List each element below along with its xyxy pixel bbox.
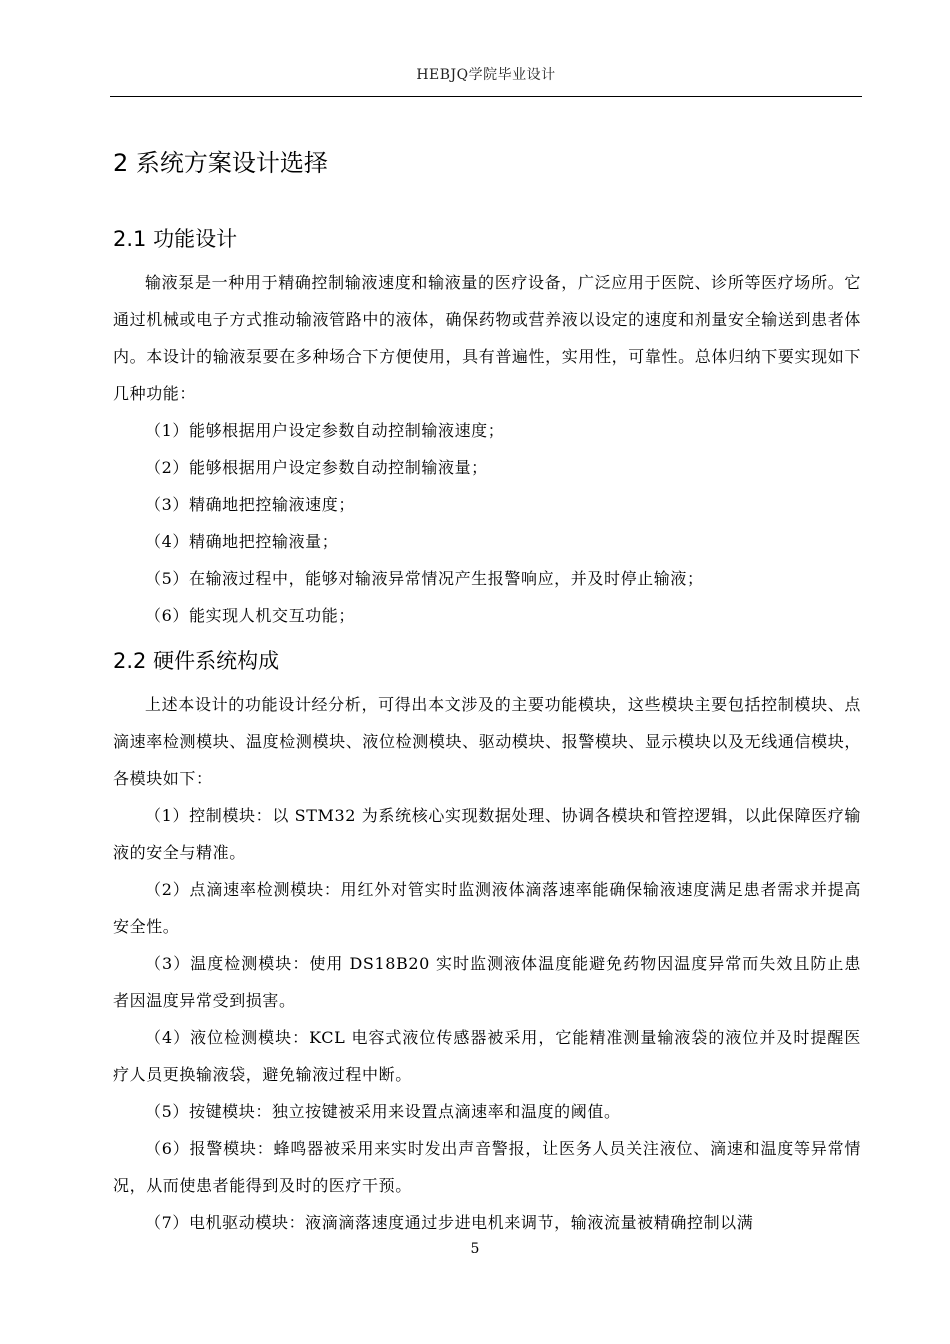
- section-title-2-2: 2.2 硬件系统构成: [113, 649, 280, 673]
- list-item: （5）在输液过程中，能够对输液异常情况产生报警响应，并及时停止输液；: [145, 569, 704, 588]
- list-item: （6）报警模块：蜂鸣器被采用来实时发出声音警报，让医务人员关注液位、滴速和温度等异常情况，从而使患者能得到及时的医疗干预。: [113, 1139, 861, 1195]
- section-body-2-1: [113, 264, 861, 634]
- list-item: （3）精确地把控输液速度；: [145, 495, 355, 514]
- list-item: （6）能实现人机交互功能；: [145, 606, 355, 625]
- list-item: （7）电机驱动模块：液滴滴落速度通过步进电机来调节，输液流量被精确控制以满: [145, 1213, 754, 1232]
- list-item: （2）点滴速率检测模块：用红外对管实时监测液体滴落速率能确保输液速度满足患者需求并提高安全性。: [113, 880, 861, 936]
- chapter-title: 2 系统方案设计选择: [113, 149, 328, 177]
- section-body-2-2: [113, 686, 861, 1241]
- section-title-2-1: 2.1 功能设计: [113, 227, 238, 251]
- list-item: （4）精确地把控输液量；: [145, 532, 339, 551]
- list-item: （3）温度检测模块：使用 DS18B20 实时监测液体温度能避免药物因温度异常而失效且防止患者因温度异常受到损害。: [113, 954, 861, 1010]
- list-item: （1）能够根据用户设定参数自动控制输液速度；: [145, 421, 505, 440]
- paragraph: 上述本设计的功能设计经分析，可得出本文涉及的主要功能模块，这些模块主要包括控制模块、点滴速率检测模块、温度检测模块、液位检测模块、驱动模块、报警模块、显示模块以及无线通信模块，各模块如下：: [113, 695, 861, 788]
- list-item: （1）控制模块：以 STM32 为系统核心实现数据处理、协调各模块和管控逻辑，以此保障医疗输液的安全与精准。: [113, 806, 861, 862]
- list-item: （5）按键模块：独立按键被采用来设置点滴速率和温度的阈值。: [145, 1102, 621, 1121]
- list-item: （2）能够根据用户设定参数自动控制输液量；: [145, 458, 488, 477]
- list-item: （4）液位检测模块：KCL 电容式液位传感器被采用，它能精准测量输液袋的液位并及时提醒医疗人员更换输液袋，避免输液过程中断。: [113, 1028, 861, 1084]
- running-header: HEBJQ学院毕业设计: [416, 67, 556, 83]
- paragraph: 输液泵是一种用于精确控制输液速度和输液量的医疗设备，广泛应用于医院、诊所等医疗场所。它通过机械或电子方式推动输液管路中的液体，确保药物或营养液以设定的速度和剂量安全输送到患者体内。本设计的输液泵要在多种场合下方便使用，具有普遍性，实用性，可靠性。总体归纳下要实现如下几种功能：: [113, 273, 861, 403]
- page-number: 5: [470, 1241, 480, 1257]
- header-divider: [110, 96, 862, 97]
